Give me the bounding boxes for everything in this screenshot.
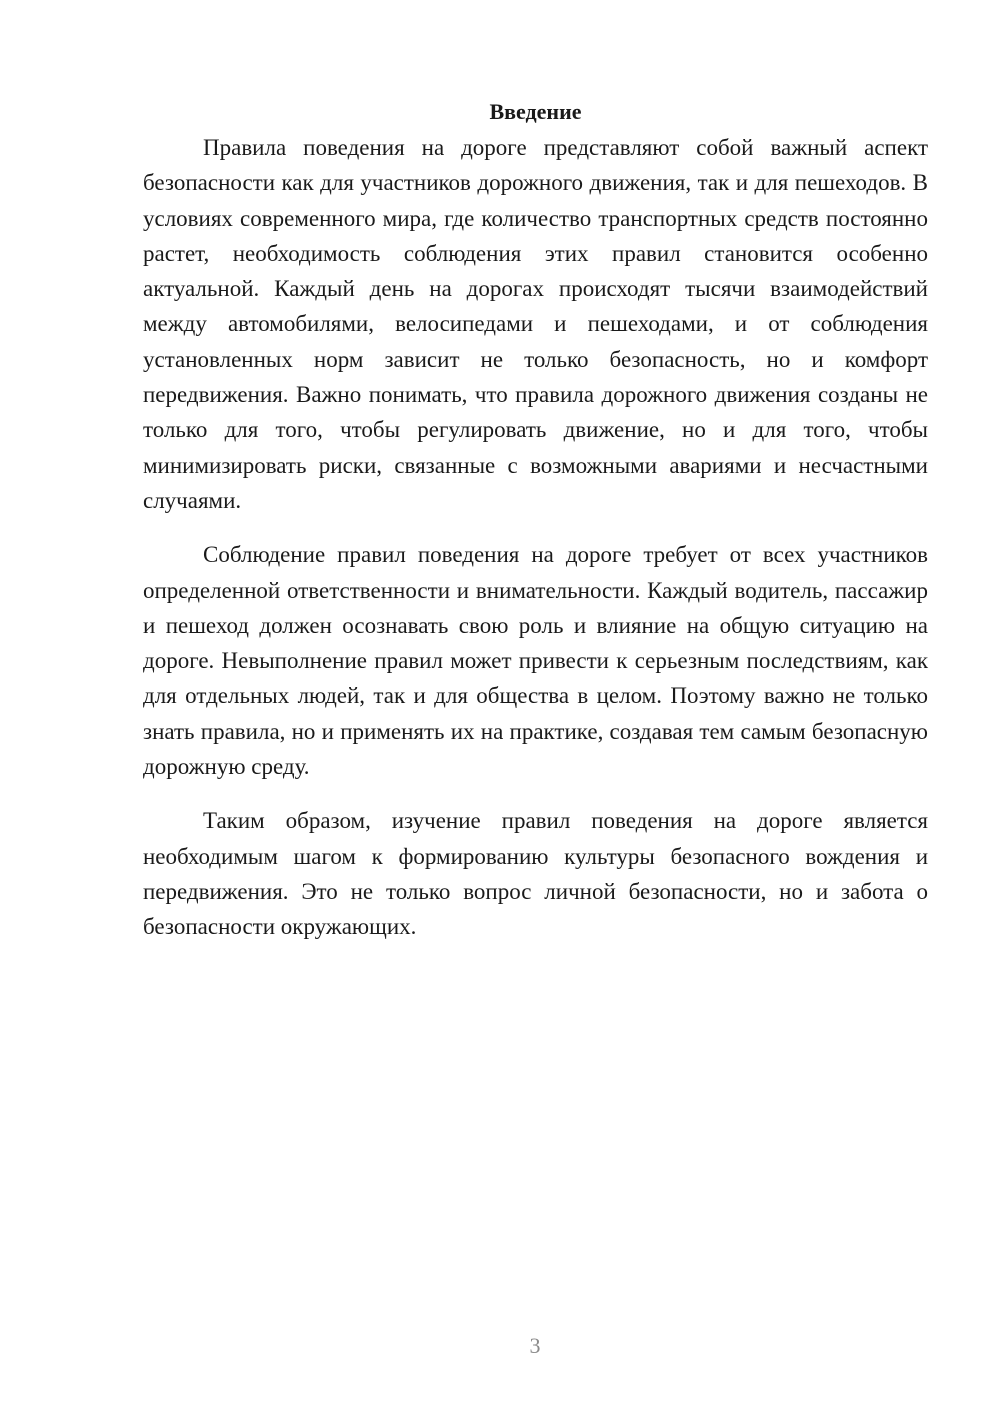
- paragraph-3: Таким образом, изучение правил поведения на дороге является необходимым шагом к формированию культуры безопасного вождения и передвижения. Это не только вопрос личной безопасности, но и забота о безопасности окружающих.: [143, 808, 928, 940]
- paragraph-1: Правила поведения на дороге представляют собой важный аспект безопасности как для участников дорожного движения, так и для пешеходов. В условиях современного мира, где количество транспортных средств постоянно растет, необходимость соблюдения этих правил становится особенно актуальной. Каждый день на дорогах происходят тысячи взаимодействий между автомобилями, велосипедами и пешеходами, и от соблюдения установленных норм зависит не только безопасность, но и комфорт передвижения. Важно понимать, что правила дорожного движения созданы не только для того, чтобы регулировать движение, но и для того, чтобы минимизировать риски, связанные с возможными авариями и несчастными случаями.: [143, 135, 928, 513]
- page-number: 3: [529, 1333, 541, 1358]
- paragraph-2: Соблюдение правил поведения на дороге требует от всех участников определенной ответственности и внимательности. Каждый водитель, пассажир и пешеход должен осознавать свою роль и влияние на общую ситуацию на дороге. Невыполнение правил может привести к серьезным последствиям, как для отдельных людей, так и для общества в целом. Поэтому важно не только знать правила, но и применять их на практике, создавая тем самым безопасную дорожную среду.: [143, 542, 928, 780]
- page-content: [143, 95, 928, 945]
- section-heading: Введение: [489, 99, 582, 124]
